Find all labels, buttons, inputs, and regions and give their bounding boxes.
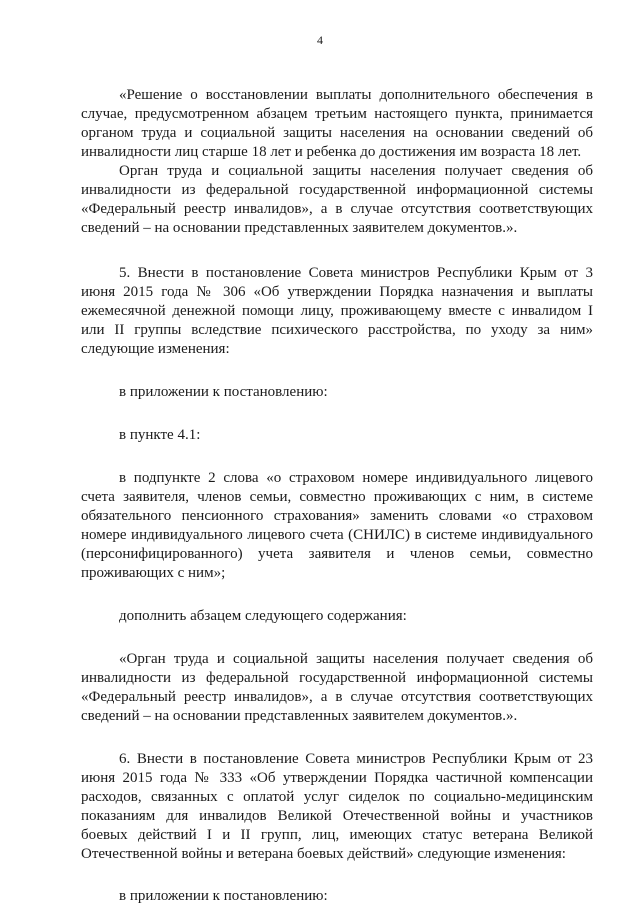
paragraph-restoration-decision: «Решение о восстановлении выплаты дополнительного обеспечения в случае, предусмотренном абзацем третьим настоящего пункта, принимается органом труда и социальной защиты населения на основании сведений об инвалидности лиц старше 18 лет и ребенка до достижения им возраста 18 лет. (81, 87, 593, 160)
page-number: 4 (317, 33, 323, 47)
spacer (81, 402, 593, 426)
spacer (81, 864, 593, 887)
spacer (81, 583, 593, 607)
spacer (81, 238, 593, 264)
paragraph-item-6: 6. Внести в постановление Совета министров Республики Крым от 23 июня 2015 года № 333 «Об утверждении Порядка частичной компенсации расходов, связанных с оплатой услуг сиделок по социально-медицинским показаниям для инвалидов Великой Отечественной войны и участников боевых действий I и II групп, лиц, имеющих статус ветерана Великой Отечественной войны и ветерана боевых действий» следующие изменения: (81, 751, 593, 862)
paragraph-subclause-2: в подпункте 2 слова «о страховом номере индивидуального лицевого счета заявителя, членов семьи, совместно проживающих с ним, в системе обязательного пенсионного страхования» заменить словами «о страховом номере индивидуального лицевого счета (СНИЛС) в системе индивидуального (персонифицированного) учета заявителя и членов семьи, совместно проживающих с ним»; (81, 470, 593, 581)
paragraph-annex-reference-2: в приложении к постановлению: (119, 888, 328, 904)
spacer (81, 726, 593, 750)
paragraph-disability-info-source: Орган труда и социальной защиты населения получает сведения об инвалидности из федеральной государственной информационной системы «Федеральный реестр инвалидов», а в случае отсутствия соответствующих сведений – на основании представленных заявителем документов.». (81, 163, 593, 236)
paragraph-quoted-disability-info: «Орган труда и социальной защиты населения получает сведения об инвалидности из федеральной государственной информационной системы «Федеральный реестр инвалидов», а в случае отсутствия соответствующих сведений – на основании представленных заявителем документов.». (81, 651, 593, 724)
paragraph-clause-4-1: в пункте 4.1: (119, 427, 201, 443)
document-body (81, 86, 593, 906)
paragraph-item-5: 5. Внести в постановление Совета министров Республики Крым от 3 июня 2015 года № 306 «Об утверждении Порядка назначения и выплаты ежемесячной денежной помощи лицу, проживающему вместе с инвалидом I или II группы вследствие психического расстройства, по уходу за ним» следующие изменения: (81, 265, 593, 357)
spacer (81, 359, 593, 383)
spacer (81, 626, 593, 650)
spacer (81, 445, 593, 469)
paragraph-annex-reference: в приложении к постановлению: (119, 384, 328, 400)
paragraph-add-clause: дополнить абзацем следующего содержания: (119, 608, 407, 624)
